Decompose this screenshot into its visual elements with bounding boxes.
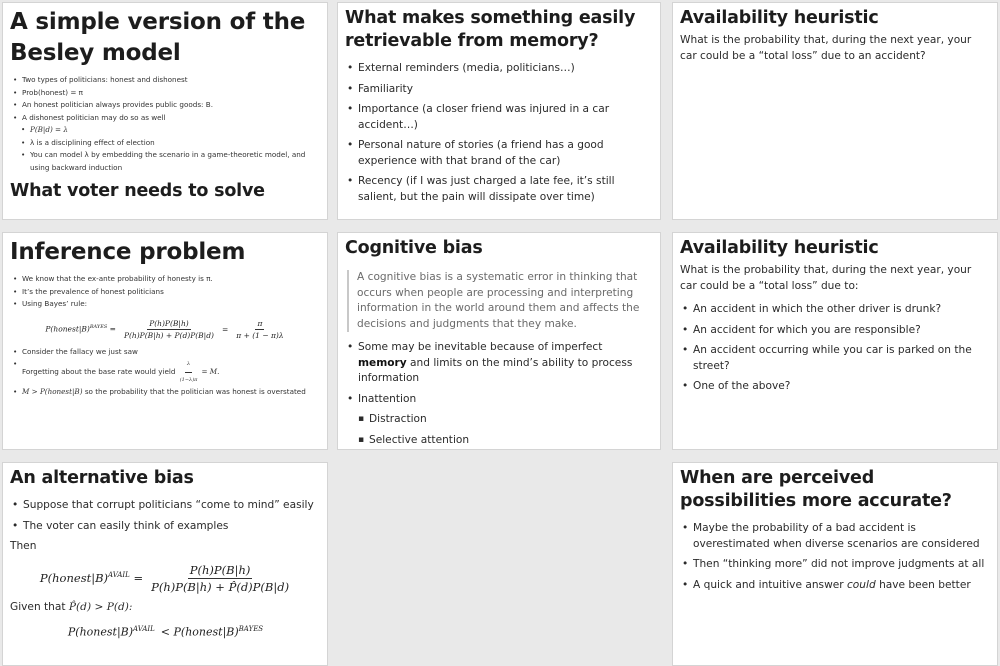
bullet-list bbox=[10, 74, 321, 174]
slide-memory-retrieval[interactable] bbox=[337, 2, 661, 220]
slide-perceived-possibilities[interactable] bbox=[672, 462, 998, 666]
bullet-list bbox=[680, 302, 991, 395]
definition-quote: A cognitive bias is a systematic error in thinking that occurs when people are processing and interpreting information in the world around them and affects the decisions and judgments that they make. bbox=[347, 270, 654, 332]
list-item: • Forgetting about the base rate would yield $\frac{\lambda}{(1-\lambda)\pi}$ = M. bbox=[10, 358, 321, 386]
bullet-list bbox=[10, 273, 321, 311]
slide-inference-problem[interactable] bbox=[2, 232, 328, 450]
slide-text: What is the probability that, during the next year, your car could be a “total loss” due to: bbox=[680, 264, 972, 292]
slide-title: When are perceived possibilities more accurate? bbox=[680, 468, 952, 511]
list-item: • A quick and intuitive answer could have been better bbox=[680, 578, 991, 594]
given-text: Given that P̂(d) > P(d): bbox=[10, 600, 133, 613]
slide-title: Cognitive bias bbox=[345, 238, 483, 258]
slide-subtitle: What voter needs to solve bbox=[10, 181, 265, 201]
list-item: • Prob(honest) = π bbox=[10, 87, 321, 100]
slide-title: Availability heuristic bbox=[680, 8, 879, 28]
list-item: ▪ Distraction bbox=[345, 412, 654, 428]
list-item: • An accident occurring while you car is parked on the street? bbox=[680, 343, 991, 374]
slide-title: Inference problem bbox=[10, 239, 246, 265]
slide-text: What is the probability that, during the next year, your car could be a “total loss” due to an accident? bbox=[680, 34, 972, 62]
list-item: • Personal nature of stories (a friend has a good experience with that brand of the car) bbox=[345, 138, 654, 169]
slide-title: A simple version of the Besley model bbox=[10, 9, 306, 66]
inequality-formula: P(honest|B)$^{AVAIL}$ < P(honest|B)$^{BAYES}$ bbox=[67, 625, 264, 639]
bullet-list bbox=[345, 340, 654, 448]
list-item: • Then “thinking more” did not improve judgments at all bbox=[680, 557, 991, 573]
slide-title: What makes something easily retrievable from memory? bbox=[345, 8, 636, 51]
list-item: • Two types of politicians: honest and dishonest bbox=[10, 74, 321, 87]
slide-cognitive-bias[interactable] bbox=[337, 232, 661, 450]
list-item: • We know that the ex-ante probability of honesty is π. bbox=[10, 273, 321, 286]
list-item: • One of the above? bbox=[680, 379, 991, 395]
avail-formula: P(honest|B)$^{AVAIL}$ = $\frac{P(h)P(B|h)}{P(h)P(B|h) + P̂(d)P(B|d)}$ bbox=[39, 562, 290, 594]
list-item: • Using Bayes’ rule: bbox=[10, 298, 321, 311]
list-item: • λ is a disciplining effect of election bbox=[10, 137, 321, 150]
list-item: • It’s the prevalence of honest politicians bbox=[10, 286, 321, 299]
slide-availability-heuristic-1[interactable] bbox=[672, 2, 998, 220]
bayes-formula: P(honest|B)$^{BAYES}$ = $\frac{P(h)P(B|h)}{P(h)P(B|h) + P(d)P(B|d)}$ = $\frac{\pi}{\pi + (1 - \pi)\lambda}$ bbox=[45, 318, 284, 340]
slide-availability-heuristic-2[interactable] bbox=[672, 232, 998, 450]
list-item: • Familiarity bbox=[345, 82, 654, 98]
list-item: • The voter can easily think of examples bbox=[10, 519, 321, 535]
bullet-list bbox=[10, 346, 321, 399]
slide-besley-model[interactable] bbox=[2, 2, 328, 220]
slide-alternative-bias[interactable] bbox=[2, 462, 328, 666]
list-item: • Inattention bbox=[345, 392, 654, 408]
list-item: • Suppose that corrupt politicians “come to mind” easily bbox=[10, 498, 321, 514]
list-item: • Importance (a closer friend was injured in a car accident…) bbox=[345, 102, 654, 133]
list-item: • An accident for which you are responsible? bbox=[680, 323, 991, 339]
bullet-list bbox=[10, 498, 321, 534]
list-item: • A dishonest politician may do so as well bbox=[10, 112, 321, 125]
list-item: • You can model λ by embedding the scenario in a game-theoretic model, and using backward induction bbox=[10, 149, 321, 174]
list-item: • External reminders (media, politicians…) bbox=[345, 61, 654, 77]
slide-title: Availability heuristic bbox=[680, 238, 879, 258]
list-item: • M > P(honest|B) so the probability that the politician was honest is overstated bbox=[10, 386, 321, 399]
list-item: • Consider the fallacy we just saw bbox=[10, 346, 321, 359]
slide-title: An alternative bias bbox=[10, 468, 194, 488]
list-item: • Recency (if I was just charged a late fee, it’s still salient, but the pain will dissipate over time) bbox=[345, 174, 654, 205]
list-item: • P(B|d) = λ bbox=[10, 124, 321, 137]
list-item: • Maybe the probability of a bad accident is overestimated when diverse scenarios are considered bbox=[680, 521, 991, 552]
bullet-list bbox=[680, 521, 991, 593]
list-item: • Some may be inevitable because of imperfect memory and limits on the mind’s ability to process information bbox=[345, 340, 654, 387]
slide-text: Then bbox=[10, 540, 37, 552]
list-item: ▪ Selective attention bbox=[345, 433, 654, 449]
bullet-list bbox=[345, 61, 654, 205]
list-item: • An accident in which the other driver is drunk? bbox=[680, 302, 991, 318]
list-item: • An honest politician always provides public goods: B. bbox=[10, 99, 321, 112]
